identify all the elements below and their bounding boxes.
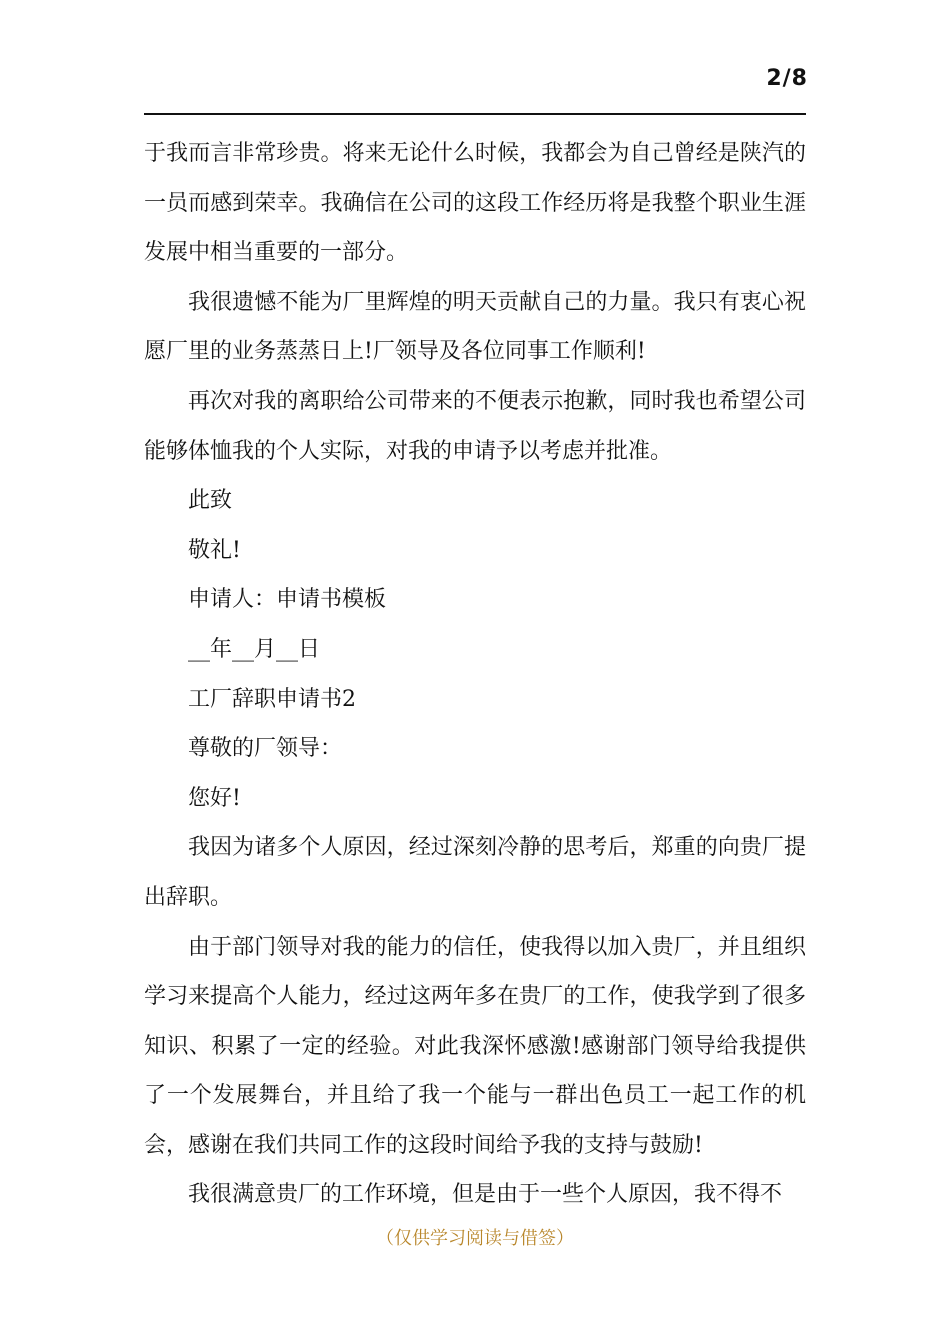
section-title: 工厂辞职申请书2 — [188, 686, 356, 712]
letter-addressee: 尊敬的厂领导： — [188, 736, 343, 762]
paragraph-gratitude: 由于部门领导对我的能力的信任，使我得以加入贵厂，并且组织学习来提高个人能力，经过这两年多在贵厂的工作，使我学到了很多知识、积累了一定的经验。对此我深怀感激!感谢部门领导给我提供了一个发展舞台，并且给了我一个能与一群出色员工一起工作的机会，感谢在我们共同工作的这段时间给予我的支持与鼓励! — [144, 934, 806, 1158]
paragraph-continuation: 于我而言非常珍贵。将来无论什么时候，我都会为自己曾经是陕汽的一员而感到荣幸。我确信在公司的这段工作经历将是我整个职业生涯发展中相当重要的一部分。 — [144, 141, 806, 266]
paragraph-environment: 我很满意贵厂的工作环境，但是由于一些个人原因，我不得不 — [188, 1182, 783, 1208]
footer-disclaimer: （仅供学习阅读与借签） — [376, 1228, 574, 1249]
paragraph-apology: 再次对我的离职给公司带来的不便表示抱歉，同时我也希望公司能够体恤我的个人实际，对我的申请予以考虑并批准。 — [144, 388, 806, 464]
document-body — [144, 129, 806, 1220]
page-number: 2/8 — [766, 66, 808, 91]
paragraph-regret: 我很遗憾不能为厂里辉煌的明天贡献自己的力量。我只有衷心祝愿厂里的业务蒸蒸日上!厂领导及各位同事工作顺利! — [144, 289, 806, 365]
applicant-signature: 申请人：申请书模板 — [188, 587, 387, 613]
signature-date: __年__月__日 — [188, 636, 321, 662]
letter-greeting: 您好! — [188, 785, 241, 811]
closing-regards: 敬礼! — [188, 537, 241, 563]
header-divider — [144, 113, 806, 115]
paragraph-resignation: 我因为诸多个人原因，经过深刻冷静的思考后，郑重的向贵厂提出辞职。 — [144, 835, 806, 910]
closing-salutation: 此致 — [188, 488, 233, 514]
